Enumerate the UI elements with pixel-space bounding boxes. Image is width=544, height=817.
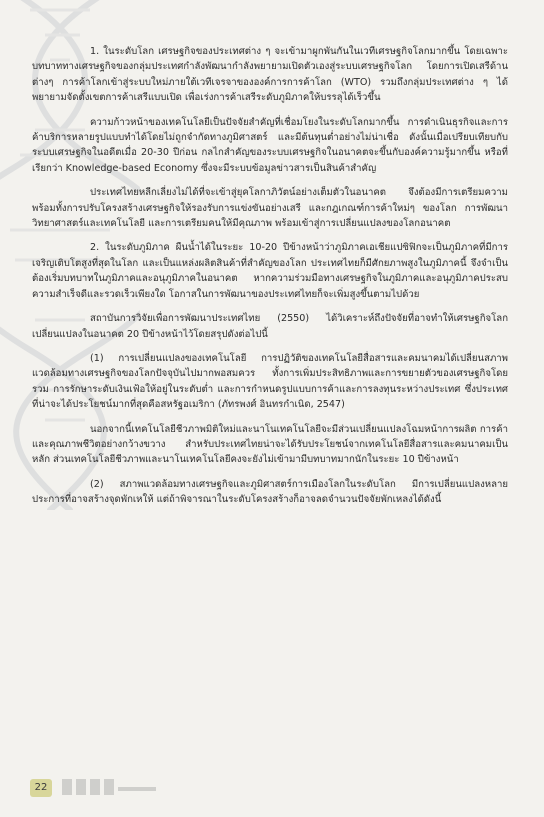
paragraph-tech-change: (1) การเปลี่ยนแปลงของเทคโนโลยี การปฏิวัติของเทคโนโลยีสื่อสารและคมนาคมได้เปลี่ยนสภาพแวดล้อมทางเศรษฐกิจของโลกปัจจุบันไปมากพอสมควร ทั้งการเพิ่มประสิทธิภาพและการขยายตัวของเศรษฐกิจโดยรวม การรักษาระดับเงินเฟ้อให้อยู่ในระดับต่ำ และการกำหนดรูปแบบการค้าและการลงทุนระหว่างประเทศ ซึ่งประเทศที่น่าจะได้ประโยชน์มากที่สุดคือสหรัฐอเมริกา (ภัทรพงศ์ อินทรกำเนิด, 2547) bbox=[32, 352, 508, 411]
paragraph-biotech: นอกจากนี้เทคโนโลยีชีวภาพมิติใหม่และนาโนเทคโนโลยีจะมีส่วนเปลี่ยนแปลงโฉมหน้าการผลิต การค้า และคุณภาพชีวิตอย่างกว้างขวาง สำหรับประเทศไทยน่าจะได้รับประโยชน์จากเทคโนโลยีสื่อสารและคมนาคมเป็นหลัก ส่วนเทคโนโลยีชีวภาพและนาโนเทคโนโลยีคงจะยังไม่เข้ามามีบทบาทมากนักในระยะ 10 ปีข้างหน้า bbox=[32, 423, 508, 466]
page-footer bbox=[0, 771, 544, 817]
paragraph-tdri: สถาบันการวิจัยเพื่อการพัฒนาประเทศไทย (2550) ได้วิเคราะห์ถึงปัจจัยที่อาจทำให้เศรษฐกิจโลกเปลี่ยนแปลงในอนาคต 20 ปีข้างหน้าไว้โดยสรุปดังต่อไปนี้ bbox=[32, 313, 508, 340]
paragraph-technology: ความก้าวหน้าของเทคโนโลยีเป็นปัจจัยสำคัญที่เชื่อมโยงในระดับโลกมากขึ้น การดำเนินธุรกิจและการค้าบริการหลายรูปแบบทำได้โดยไม่ถูกจำกัดทางภูมิศาสตร์ และมีต้นทุนต่ำอย่างไม่น่าเชื่อ ดังนั้นเมื่อเปรียบเทียบกับระบบเศรษฐกิจในอดีตเมื่อ 20-30 ปีก่อน กลไกสำคัญของระบบเศรษฐกิจในอนาคตจะขึ้นกับองค์ความรู้มากขึ้น หรือที่เรียกว่า Knowledge-based Economy ซึ่งจะมีระบบข้อมูลข่าวสารเป็นสินค้าสำคัญ bbox=[32, 116, 508, 174]
paragraph-regional-level: 2. ในระดับภูมิภาค ผืนน้ำได้ในระยะ 10-20 ปีข้างหน้าว่าภูมิภาคเอเชียแปซิฟิกจะเป็นภูมิภาคที่มีการเจริญเติบโตสูงที่สุดในโลก และเป็นแหล่งผลิตสินค้าที่สำคัญของโลก ประเทศไทยก็มีศักยภาพสูงในภูมิภาคนี้ จึงจำเป็นต้องเริ่มบทบาทในภูมิภาคและอนุภูมิภาคในอนาคต หากความร่วมมือทางเศรษฐกิจในภูมิภาคและอนุภูมิภาคประสบความสำเร็จดีและรวดเร็วเพียงใด โอกาสในการพัฒนาของประเทศไทยก็จะเพิ่มสูงขึ้นตามไปด้วย bbox=[32, 242, 508, 300]
page-number: 22 bbox=[30, 779, 52, 797]
paragraph-geopolitics: (2) สภาพแวดล้อมทางเศรษฐกิจและภูมิศาสตร์การเมืองโลกในระดับโลก มีการเปลี่ยนแปลงหลายประการที่อาจสร้างจุดพักเหให้ แต่ถ้าพิจารณาในระดับโครงสร้างก็อาจลดจำนวนปัจจัยพักเหลงได้ดังนี้ bbox=[32, 478, 508, 506]
paragraph-thailand-readiness: ประเทศไทยหลีกเลี่ยงไม่ได้ที่จะเข้าสู่ยุคโลกาภิวัตน์อย่างเต็มตัวในอนาคต จึงต้องมีการเตรียมความพร้อมทั้งการปรับโครงสร้างเศรษฐกิจให้รองรับการแข่งขันอย่างเสรี และกฎเกณฑ์การค้าใหม่ๆ ของโลก การพัฒนาวิทยาศาสตร์และเทคโนโลยี และการเตรียมคนให้มีคุณภาพ พร้อมเข้าสู่การเปลี่ยนแปลงของโลกอนาคต bbox=[32, 187, 508, 230]
body-text bbox=[32, 44, 508, 511]
footer-logo-watermark bbox=[60, 775, 160, 799]
paragraph-global-level: 1. ในระดับโลก เศรษฐกิจของประเทศต่าง ๆ จะเข้ามาผูกพันกันในเวทีเศรษฐกิจโลกมากขึ้น โดยเฉพาะบทบาททางเศรษฐกิจของกลุ่มประเทศกำลังพัฒนากำลังพยายามเปิดตัวเองสู่ระบบเศรษฐกิจโลก โดยการเปิดเสรีด้านต่างๆ การค้าโลกเข้าสู่ระบบใหม่ภายใต้เวทีเจรจาขององค์การการค้าโลก (WTO) รวมถึงกลุ่มประเทศต่าง ๆ ได้พยายามจัดตั้งเขตการค้าเสรีแบบเปิด เพื่อเร่งการค้าเสรีระดับภูมิภาคให้บรรลุได้เร็วขึ้น bbox=[32, 46, 508, 104]
